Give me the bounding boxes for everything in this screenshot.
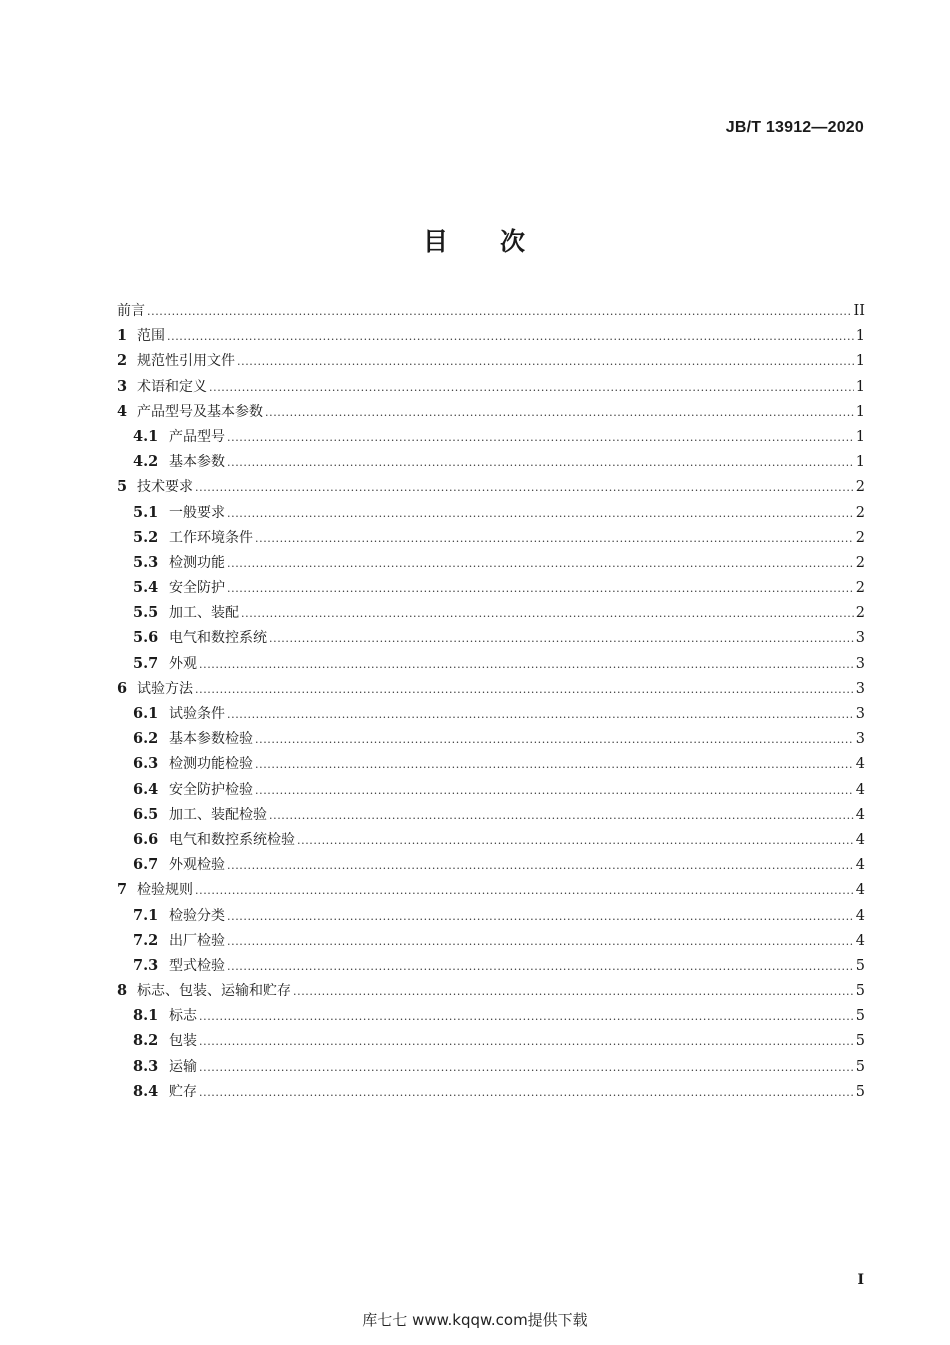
- toc-entry[interactable]: [117, 426, 865, 451]
- toc-entry-page: 1: [855, 378, 865, 395]
- toc-dot-leader: [297, 834, 854, 847]
- toc-entry[interactable]: [117, 955, 865, 980]
- toc-entry-label: 外观检验: [169, 857, 225, 874]
- toc-entry-page: 2: [855, 479, 865, 496]
- toc-entry-label: 基本参数: [169, 454, 225, 471]
- toc-entry-label: 型式检验: [169, 957, 225, 974]
- toc-entry-number: 8.2: [133, 1032, 159, 1050]
- toc-entry-label: 规范性引用文件: [137, 353, 235, 370]
- toc-entry[interactable]: [117, 577, 865, 602]
- toc-entry-page: 2: [855, 580, 865, 597]
- toc-entry[interactable]: [117, 1030, 865, 1055]
- toc-entry[interactable]: [117, 502, 865, 527]
- toc-entry-label: 前言: [117, 303, 145, 319]
- toc-dot-leader: [227, 960, 854, 973]
- toc-entry-label: 产品型号及基本参数: [137, 403, 263, 420]
- toc-entry-page: 5: [855, 1058, 865, 1075]
- toc-entry-page: 4: [855, 882, 865, 899]
- toc-entry-page: 3: [855, 655, 865, 672]
- toc-entry-number: 8: [117, 982, 128, 1000]
- toc-entry[interactable]: [117, 476, 865, 501]
- toc-entry-label: 电气和数控系统: [169, 630, 267, 647]
- toc-dot-leader: [293, 985, 854, 998]
- toc-entry-number: 6.7: [133, 856, 159, 874]
- toc-entry-label: 外观: [169, 655, 197, 672]
- toc-entry[interactable]: [117, 627, 865, 652]
- toc-entry-number: 6.6: [133, 830, 159, 848]
- toc-entry-label: 运输: [169, 1058, 197, 1075]
- toc-entry-number: 4: [117, 402, 128, 420]
- toc-entry-number: 8.1: [133, 1007, 159, 1025]
- toc-entry-page: 1: [855, 454, 865, 471]
- toc-entry-number: 3: [117, 377, 128, 395]
- toc-entry-page: 4: [855, 831, 865, 848]
- toc-dot-leader: [227, 557, 854, 570]
- toc-dot-leader: [195, 481, 854, 494]
- toc-dot-leader: [227, 708, 854, 721]
- toc-entry-number: 6.4: [133, 780, 159, 798]
- toc-entry[interactable]: [117, 376, 865, 401]
- title-char-2: 次: [500, 227, 528, 256]
- toc-entry-label: 包装: [169, 1033, 197, 1050]
- toc-entry-number: 7.3: [133, 956, 159, 974]
- toc-entry-label: 标志: [169, 1008, 197, 1025]
- toc-entry-label: 安全防护检验: [169, 781, 253, 798]
- toc-entry-page: 4: [855, 756, 865, 773]
- toc-entry-number: 5.3: [133, 553, 159, 571]
- toc-entry-page: 5: [855, 1008, 865, 1025]
- toc-dot-leader: [209, 381, 854, 394]
- toc-entry[interactable]: [117, 602, 865, 627]
- toc-entry[interactable]: [117, 350, 865, 375]
- toc-dot-leader: [199, 1086, 854, 1099]
- toc-entry-number: 1: [117, 327, 128, 345]
- toc-entry[interactable]: [117, 804, 865, 829]
- toc-entry-page: 4: [855, 932, 865, 949]
- standard-number: JB/T 13912—2020: [725, 119, 864, 136]
- toc-entry-page: 1: [855, 353, 865, 370]
- toc-dot-leader: [199, 658, 854, 671]
- toc-entry-label: 安全防护: [169, 580, 225, 597]
- toc-dot-leader: [227, 910, 854, 923]
- toc-entry-page: II: [853, 303, 865, 319]
- toc-dot-leader: [199, 1010, 854, 1023]
- toc-entry[interactable]: [117, 1081, 865, 1106]
- toc-entry-label: 贮存: [169, 1083, 197, 1100]
- toc-dot-leader: [255, 784, 854, 797]
- toc-entry[interactable]: [117, 728, 865, 753]
- toc-dot-leader: [269, 809, 854, 822]
- toc-entry[interactable]: [117, 879, 865, 904]
- toc-entry[interactable]: [117, 300, 865, 325]
- toc-entry-number: 7: [117, 881, 128, 899]
- toc-entry-page: 3: [855, 731, 865, 748]
- toc-dot-leader: [227, 431, 854, 444]
- toc-entry-label: 试验方法: [137, 680, 193, 697]
- toc-entry-page: 2: [855, 529, 865, 546]
- table-of-contents: [117, 300, 865, 1106]
- toc-entry-number: 8.4: [133, 1082, 159, 1100]
- toc-entry-page: 2: [855, 605, 865, 622]
- toc-entry-page: 3: [855, 706, 865, 722]
- toc-entry[interactable]: [117, 703, 865, 728]
- toc-dot-leader: [167, 330, 854, 343]
- toc-entry-number: 5.1: [133, 503, 159, 521]
- toc-entry[interactable]: [117, 451, 865, 476]
- toc-entry[interactable]: [117, 829, 865, 854]
- toc-entry-label: 加工、装配检验: [169, 806, 267, 823]
- toc-entry-number: 5: [117, 478, 128, 496]
- toc-entry-label: 检验分类: [169, 907, 225, 924]
- toc-entry-label: 标志、包装、运输和贮存: [137, 983, 291, 1000]
- toc-dot-leader: [255, 733, 854, 746]
- page-number: I: [857, 1272, 864, 1288]
- toc-entry-number: 7.2: [133, 931, 159, 949]
- toc-entry[interactable]: [117, 905, 865, 930]
- toc-dot-leader: [241, 607, 854, 620]
- page-title: [0, 222, 950, 258]
- toc-entry-label: 产品型号: [169, 428, 225, 445]
- toc-dot-leader: [199, 1035, 854, 1048]
- toc-entry-label: 试验条件: [169, 706, 225, 722]
- toc-entry-number: 6: [117, 679, 128, 697]
- toc-entry-page: 5: [855, 957, 865, 974]
- title-char-1: 目: [422, 227, 450, 256]
- toc-entry-page: 4: [855, 806, 865, 823]
- toc-entry-number: 6.1: [133, 705, 159, 722]
- toc-entry-label: 一般要求: [169, 504, 225, 521]
- toc-entry-number: 8.3: [133, 1057, 159, 1075]
- toc-dot-leader: [227, 582, 854, 595]
- toc-entry-number: 6.5: [133, 805, 159, 823]
- toc-entry-page: 2: [855, 554, 865, 571]
- toc-dot-leader: [227, 456, 854, 469]
- toc-entry-label: 基本参数检验: [169, 731, 253, 748]
- toc-entry-page: 4: [855, 857, 865, 874]
- toc-dot-leader: [255, 532, 854, 545]
- toc-entry-page: 1: [855, 428, 865, 445]
- toc-dot-leader: [265, 406, 854, 419]
- toc-entry-number: 5.4: [133, 579, 159, 597]
- toc-dot-leader: [255, 758, 854, 771]
- toc-dot-leader: [195, 683, 854, 696]
- toc-entry-number: 5.5: [133, 604, 159, 622]
- toc-entry-number: 4.1: [133, 427, 159, 445]
- toc-entry-page: 1: [855, 403, 865, 420]
- toc-entry-page: 5: [855, 983, 865, 1000]
- toc-dot-leader: [227, 859, 854, 872]
- toc-dot-leader: [227, 507, 854, 520]
- toc-dot-leader: [199, 1061, 854, 1074]
- toc-entry-page: 5: [855, 1033, 865, 1050]
- toc-entry[interactable]: [117, 980, 865, 1005]
- toc-entry-page: 2: [855, 504, 865, 521]
- toc-entry-label: 工作环境条件: [169, 529, 253, 546]
- toc-entry-label: 加工、装配: [169, 605, 239, 622]
- toc-entry-label: 范围: [137, 328, 165, 345]
- toc-entry-number: 2: [117, 352, 128, 370]
- toc-entry-page: 3: [855, 680, 865, 697]
- toc-entry[interactable]: [117, 930, 865, 955]
- toc-entry-label: 技术要求: [137, 479, 193, 496]
- toc-entry-label: 检验规则: [137, 882, 193, 899]
- toc-entry-label: 出厂检验: [169, 932, 225, 949]
- toc-dot-leader: [227, 935, 854, 948]
- toc-dot-leader: [195, 884, 854, 897]
- toc-entry[interactable]: [117, 1005, 865, 1030]
- toc-entry-number: 6.3: [133, 755, 159, 773]
- toc-entry[interactable]: [117, 653, 865, 678]
- toc-entry-page: 4: [855, 781, 865, 798]
- toc-entry[interactable]: [117, 1056, 865, 1081]
- toc-entry[interactable]: [117, 325, 865, 350]
- toc-entry-number: 5.2: [133, 528, 159, 546]
- toc-entry-label: 检测功能: [169, 554, 225, 571]
- toc-entry-number: 7.1: [133, 906, 159, 924]
- toc-entry[interactable]: [117, 678, 865, 703]
- toc-entry-page: 1: [855, 328, 865, 345]
- toc-entry-number: 6.2: [133, 730, 159, 748]
- toc-entry[interactable]: [117, 552, 865, 577]
- toc-entry-label: 检测功能检验: [169, 756, 253, 773]
- toc-entry-label: 术语和定义: [137, 378, 207, 395]
- footer-watermark: 库七七 www.kqqw.com提供下载: [362, 1311, 588, 1329]
- toc-entry[interactable]: [117, 401, 865, 426]
- toc-dot-leader: [269, 632, 854, 645]
- toc-entry-page: 3: [855, 630, 865, 647]
- toc-entry[interactable]: [117, 527, 865, 552]
- toc-dot-leader: [237, 355, 854, 368]
- toc-entry-number: 5.6: [133, 629, 159, 647]
- toc-entry-label: 电气和数控系统检验: [169, 831, 295, 848]
- toc-entry-page: 5: [855, 1083, 865, 1100]
- toc-dot-leader: [147, 305, 852, 318]
- toc-entry-number: 4.2: [133, 453, 159, 471]
- toc-entry[interactable]: [117, 753, 865, 778]
- toc-entry[interactable]: [117, 854, 865, 879]
- toc-entry[interactable]: [117, 779, 865, 804]
- toc-entry-number: 5.7: [133, 654, 159, 672]
- toc-entry-page: 4: [855, 907, 865, 924]
